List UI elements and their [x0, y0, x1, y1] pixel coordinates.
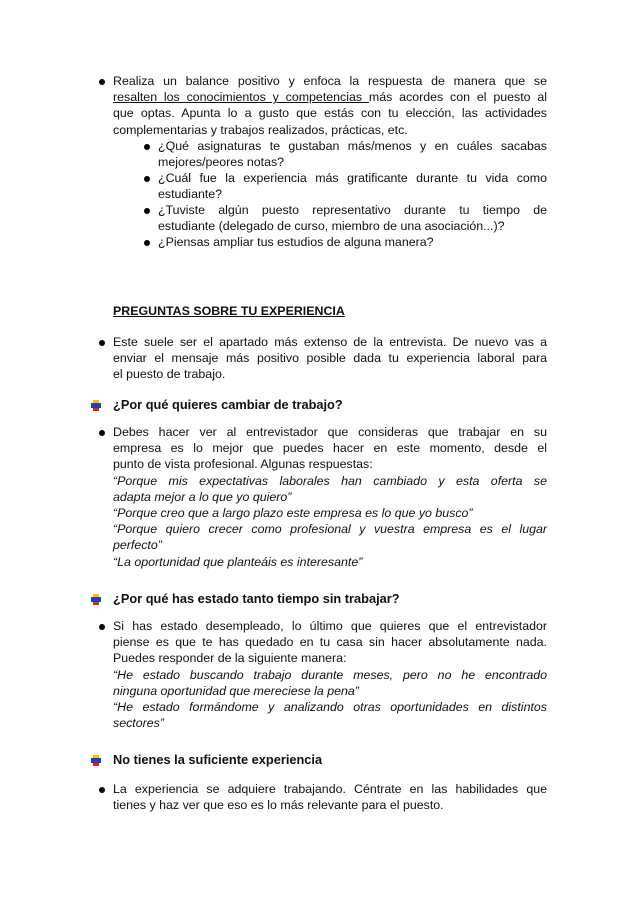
- text-line: complementarias y trabajos realizados, prácticas, etc.: [113, 122, 408, 137]
- example-answer: “He estado formándome y analizando otras oportunidades en distintos: [113, 700, 547, 715]
- bullet-paragraph: [113, 618, 547, 731]
- text-line: Este suele ser el apartado más extenso de la entrevista. De nuevo vas a: [113, 335, 547, 349]
- text-line: Si has estado desempleado, lo último que quieres que el entrevistador: [113, 619, 547, 633]
- text-line: tienes y haz ver que eso es lo más relevante para el puesto.: [113, 798, 444, 813]
- bullet-paragraph: [113, 73, 547, 138]
- bullet-icon: [99, 430, 105, 436]
- text-line: Realiza un balance positivo y enfoca la respuesta de manera que se: [113, 74, 547, 88]
- question-heading: ¿Por qué has estado tanto tiempo sin trabajar?: [113, 591, 400, 606]
- text-line: Puedes responder de la siguiente manera:: [113, 651, 347, 666]
- example-answer: perfecto”: [113, 538, 162, 553]
- example-answer: “Porque mis expectativas laborales han cambiado y esta oferta se: [113, 473, 547, 488]
- bullet-icon: [144, 208, 150, 214]
- text-line: el puesto de trabajo.: [113, 367, 226, 382]
- text-line: punto de vista profesional. Algunas respuestas:: [113, 457, 373, 472]
- bullet-icon: [144, 176, 150, 182]
- text-line: Debes hacer ver al entrevistador que consideras que trabajar en su: [113, 425, 547, 439]
- diamond-bullet-icon: [90, 594, 102, 606]
- example-answer: “Porque creo que a largo plazo este empresa es lo que yo busco”: [113, 506, 473, 521]
- example-answer: “La oportunidad que planteáis es interesante”: [113, 554, 363, 569]
- bullet-icon: [99, 624, 105, 630]
- text-line: [113, 89, 547, 105]
- text-line: La experiencia se adquiere trabajando. Céntrate en las habilidades que: [113, 782, 547, 796]
- sub-bullet: [158, 138, 547, 170]
- example-answer: “He estado buscando trabajo durante meses, pero no he encontrado: [113, 667, 547, 682]
- text-line: ¿Tuviste algún puesto representativo durante tu tiempo de: [158, 203, 547, 217]
- bullet-icon: [99, 79, 105, 85]
- bullet-paragraph: [113, 781, 547, 813]
- bullet-icon: [144, 144, 150, 150]
- text-span: más acordes con el puesto al: [368, 90, 547, 105]
- text-line: mejores/peores notas?: [158, 155, 285, 170]
- question-heading: No tienes la suficiente experiencia: [113, 752, 323, 767]
- text-line: enviar el mensaje más positivo posible dada tu experiencia laboral para: [113, 351, 547, 366]
- text-line: ¿Cuál fue la experiencia más gratificante durante tu vida como: [158, 171, 547, 185]
- question-heading: ¿Por qué quieres cambiar de trabajo?: [113, 397, 343, 412]
- sub-bullet: [158, 234, 547, 250]
- diamond-bullet-icon: [90, 755, 102, 767]
- text-line: estudiante?: [158, 187, 223, 202]
- text-line: piense es que te has quedado en tu casa sin hacer absolutamente nada.: [113, 635, 547, 650]
- underlined-text: resalten los conocimientos y competencias: [113, 90, 369, 105]
- diamond-bullet-icon: [90, 400, 102, 412]
- bullet-icon: [144, 240, 150, 246]
- text-line: que optas. Apunta lo a gusto que estás con tu elección, las actividades: [113, 106, 547, 121]
- sub-bullet: [158, 202, 547, 234]
- text-line: empresa es lo mejor que puedes hacer en este momento, desde el: [113, 441, 547, 456]
- example-answer: adapta mejor a lo que yo quiero”: [113, 489, 292, 504]
- example-answer: ninguna oportunidad que mereciese la pena”: [113, 683, 359, 698]
- example-answer: “Porque quiero crecer como profesional y vuestra empresa es el lugar: [113, 522, 547, 537]
- bullet-paragraph: [113, 334, 547, 383]
- sub-bullet: [158, 170, 547, 202]
- bullet-paragraph: [113, 424, 547, 570]
- text-line: ¿Qué asignaturas te gustaban más/menos y en cuáles sacabas: [158, 139, 547, 153]
- bullet-icon: [99, 340, 105, 346]
- example-answer: sectores”: [113, 716, 164, 731]
- text-line: estudiante (delegado de curso, miembro de una asociación...)?: [158, 219, 505, 234]
- section-title: PREGUNTAS SOBRE TU EXPERIENCIA: [113, 304, 345, 318]
- bullet-icon: [99, 787, 105, 793]
- text-line: ¿Piensas ampliar tus estudios de alguna manera?: [158, 235, 434, 249]
